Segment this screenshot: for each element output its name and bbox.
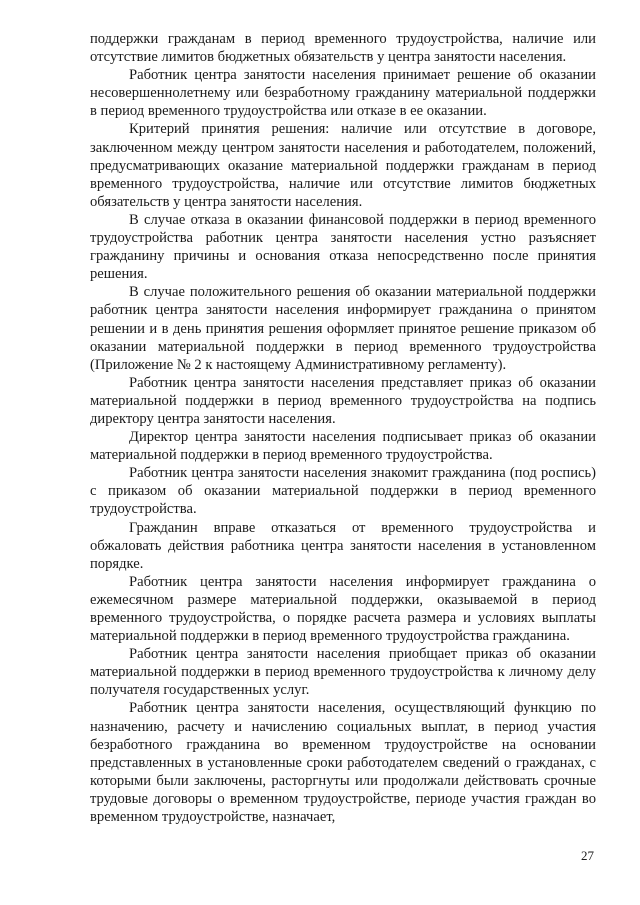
paragraph-6: Работник центра занятости населения представляет приказ об оказании материальной поддержки в период временного трудоустройства на подпись директору центра занятости населения.: [90, 374, 596, 427]
paragraph-12: Работник центра занятости населения, осуществляющий функцию по назначению, расчету и начислению социальных выплат, в период участия безработного гражданина во временном трудоустройстве на основании представленных в установленные сроки работодателем сведений о гражданах, с которыми были заключены, расторгнуты или продолжали действовать срочные трудовые договоры о временном трудоустройстве, периоде участия граждан во временном трудоустройстве, назначает,: [90, 700, 596, 826]
page-number: 27: [581, 848, 594, 863]
paragraph-3: Критерий принятия решения: наличие или отсутствие в договоре, заключенном между центром занятости населения и работодателем, положений, предусматривающих оказание материальной поддержки гражданам в период временного трудоустройства, наличие или отсутствие лимитов бюджетных обязательств у центра занятости населения.: [90, 121, 596, 210]
paragraph-11: Работник центра занятости населения приобщает приказ об оказании материальной поддержки в период временного трудоустройства к личному делу получателя государственных услуг.: [90, 646, 596, 699]
document-page: [90, 30, 596, 826]
paragraph-8: Работник центра занятости населения знакомит гражданина (под роспись) с приказом об оказании материальной поддержки в период временного трудоустройства.: [90, 465, 596, 518]
paragraph-9: Гражданин вправе отказаться от временного трудоустройства и обжаловать действия работника центра занятости населения в установленном порядке.: [90, 519, 596, 572]
paragraph-1: поддержки гражданам в период временного трудоустройства, наличие или отсутствие лимитов бюджетных обязательств у центра занятости населения.: [90, 31, 596, 66]
paragraph-5: В случае положительного решения об оказании материальной поддержки работник центра занятости населения информирует гражданина о принятом решении и в день принятия решения оформляет принятое решение приказом об оказании материальной поддержки в период временного трудоустройства (Приложение № 2 к настоящему Административному регламенту).: [90, 284, 596, 373]
paragraph-10: Работник центра занятости населения информирует гражданина о ежемесячном размере материальной поддержки, оказываемой в период временного трудоустройства, о порядке расчета размера и условиях выплаты материальной поддержки в период временного трудоустройства гражданина.: [90, 573, 596, 645]
paragraph-2: Работник центра занятости населения принимает решение об оказании несовершеннолетнему или безработному гражданину материальной поддержки в период временного трудоустройства или отказе в ее оказании.: [90, 67, 596, 120]
paragraph-7: Директор центра занятости населения подписывает приказ об оказании материальной поддержки в период временного трудоустройства.: [90, 429, 596, 464]
paragraph-4: В случае отказа в оказании финансовой поддержки в период временного трудоустройства работник центра занятости населения устно разъясняет гражданину причины и основания отказа непосредственно после принятия решения.: [90, 211, 596, 283]
